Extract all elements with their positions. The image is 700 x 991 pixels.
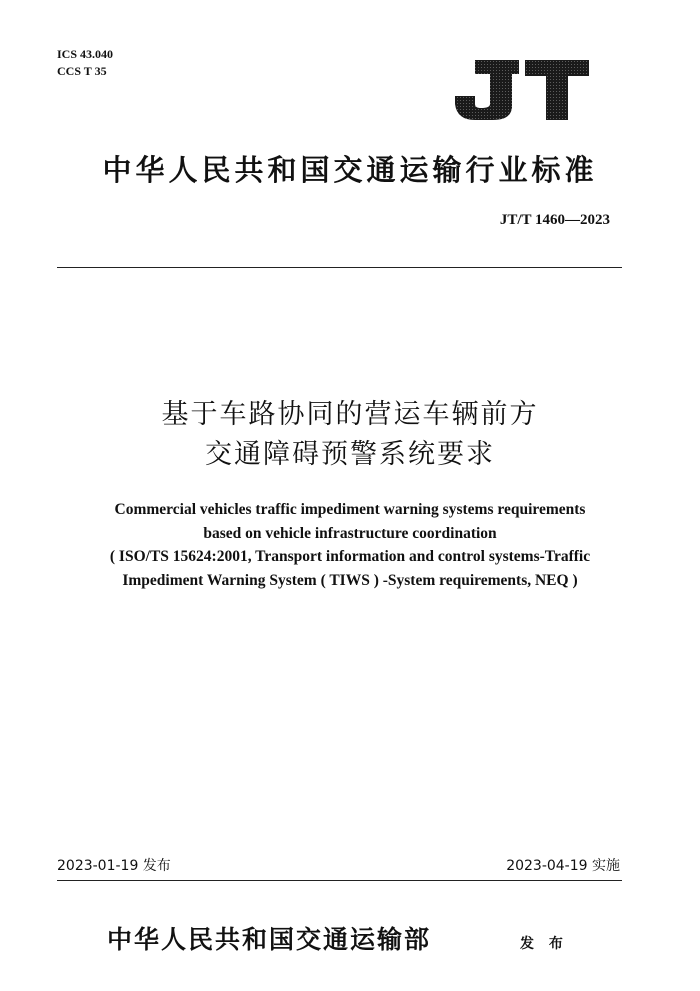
chinese-title-line-2: 交通障碍预警系统要求 xyxy=(205,439,495,470)
chinese-title xyxy=(40,395,660,475)
english-title-line-2: based on vehicle infrastructure coordination xyxy=(203,524,497,542)
publisher-name: 中华人民共和国交通运输部 xyxy=(107,925,432,954)
standard-category-title: 中华人民共和国交通运输行业标准 xyxy=(102,153,598,187)
english-title-line-1: Commercial vehicles traffic impediment warning systems requirements xyxy=(114,501,586,518)
jt-logo xyxy=(453,60,589,120)
bottom-divider xyxy=(57,880,622,881)
english-title-line-4: Impediment Warning System ( TIWS ) -System requirements, NEQ ) xyxy=(122,571,578,589)
ics-code: ICS 43.040 xyxy=(57,47,114,61)
logo-text: JT xyxy=(453,60,454,61)
implementation-date: 2023-04-19 实施 xyxy=(506,858,620,874)
english-title-line-3: ( ISO/TS 15624:2001, Transport information and control systems-Traffic xyxy=(109,548,591,565)
classification-codes xyxy=(57,46,113,80)
ccs-code: CCS T 35 xyxy=(57,64,107,78)
chinese-title-line-1: 基于车路协同的营运车辆前方 xyxy=(161,399,539,430)
english-title xyxy=(40,498,660,592)
top-divider xyxy=(57,267,622,268)
publish-label: 发 布 xyxy=(520,936,568,952)
standard-number: JT/T 1460—2023 xyxy=(499,212,610,228)
issue-date: 2023-01-19 发布 xyxy=(57,858,171,874)
